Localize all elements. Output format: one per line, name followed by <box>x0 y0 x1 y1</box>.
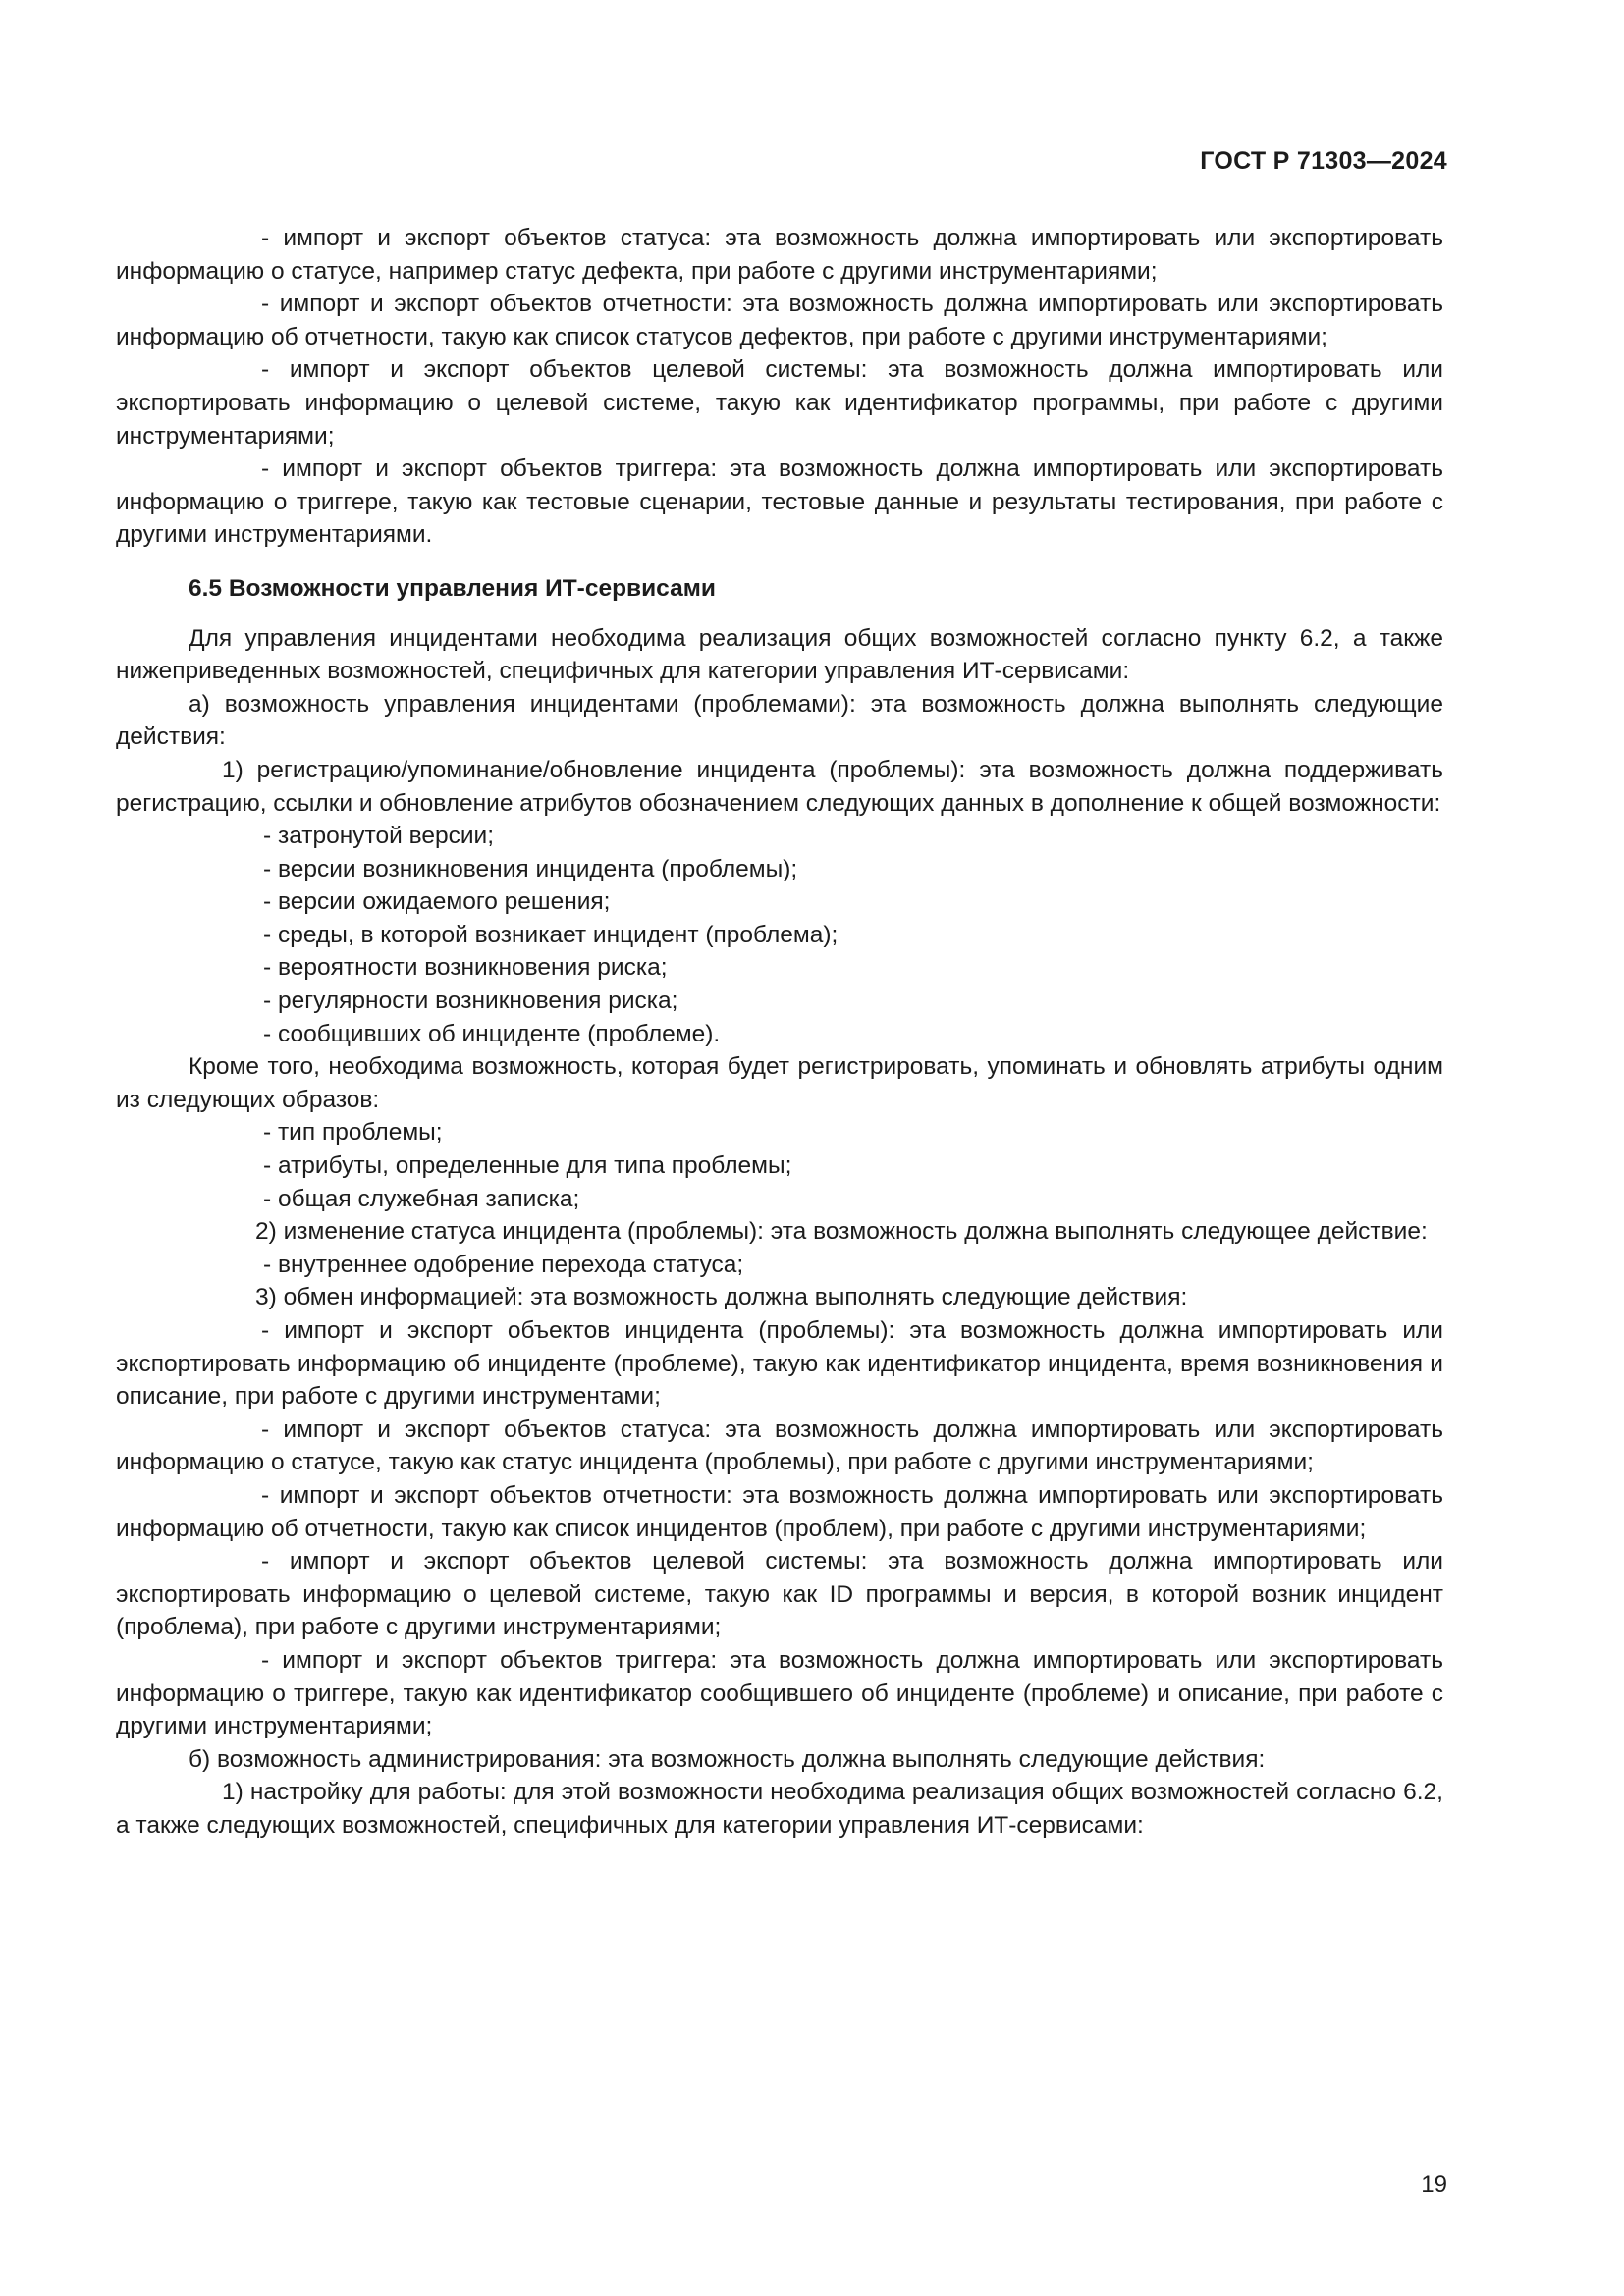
list-item: - версии ожидаемого решения; <box>263 888 611 916</box>
paragraph: - импорт и экспорт объектов отчетности: эта возможность должна импортировать или экспортировать информацию об отчетности, такую как список инцидентов (проблем), при работе с другими инструментариями; <box>116 1481 1443 1542</box>
list-item: - внутреннее одобрение перехода статуса; <box>263 1251 744 1278</box>
list-item: - затронутой версии; <box>263 823 495 850</box>
paragraph: - импорт и экспорт объектов триггера: эта возможность должна импортировать или экспортировать информацию о триггере, такую как тестовые сценарии, тестовые данные и результаты тестирования, при работе с другими инструментариями. <box>116 455 1443 549</box>
paragraph: - импорт и экспорт объектов статуса: эта возможность должна импортировать или экспортировать информацию о статусе, такую как статус инцидента (проблемы), при работе с другими инструментариями; <box>116 1415 1443 1476</box>
paragraph: - импорт и экспорт объектов целевой системы: эта возможность должна импортировать или экспортировать информацию о целевой системе, такую как идентификатор программы, при работе с другими инструментариями; <box>116 356 1443 450</box>
paragraph: - импорт и экспорт объектов инцидента (проблемы): эта возможность должна импортировать или экспортировать информацию об инциденте (проблеме), такую как идентификатор инцидента, время возникновения и описание, при работе с другими инструментами; <box>116 1317 1443 1411</box>
paragraph: а) возможность управления инцидентами (проблемами): эта возможность должна выполнять следующие действия: <box>116 690 1443 751</box>
paragraph: - импорт и экспорт объектов отчетности: эта возможность должна импортировать или экспортировать информацию об отчетности, такую как список статусов дефектов, при работе с другими инструментариями; <box>116 291 1443 350</box>
paragraph: 3) обмен информацией: эта возможность должна выполнять следующие действия: <box>255 1284 1188 1311</box>
paragraph: Для управления инцидентами необходима реализация общих возможностей согласно пункту 6.2, а также нижеприведенных возможностей, специфичных для категории управления ИТ-сервисами: <box>116 624 1443 685</box>
paragraph: - импорт и экспорт объектов целевой системы: эта возможность должна импортировать или экспортировать информацию о целевой системе, такую как ID программы и версия, в которой возник инцидент (проблема), при работе с другими инструментариями; <box>116 1548 1443 1641</box>
paragraph: б) возможность администрирования: эта возможность должна выполнять следующие действия: <box>189 1745 1266 1773</box>
document-header: ГОСТ Р 71303—2024 <box>1200 147 1447 175</box>
document-body <box>116 222 1443 1842</box>
paragraph: - импорт и экспорт объектов триггера: эта возможность должна импортировать или экспортировать информацию о триггере, такую как идентификатор сообщившего об инциденте (проблеме) и описание, при работе с другими инструментариями; <box>116 1646 1443 1740</box>
paragraph: 2) изменение статуса инцидента (проблемы): эта возможность должна выполнять следующее действие: <box>255 1218 1428 1246</box>
section-heading: 6.5 Возможности управления ИТ-сервисами <box>189 574 716 602</box>
list-item: - тип проблемы; <box>263 1119 443 1147</box>
list-item: - сообщивших об инциденте (проблеме). <box>263 1020 721 1047</box>
list-item: - вероятности возникновения риска; <box>263 954 668 982</box>
page-number: 19 <box>1421 2171 1447 2198</box>
paragraph: - импорт и экспорт объектов статуса: эта возможность должна импортировать или экспортировать информацию о статусе, например статус дефекта, при работе с другими инструментариями; <box>116 225 1443 285</box>
list-item: - атрибуты, определенные для типа проблемы; <box>263 1152 792 1180</box>
list-item: - среды, в которой возникает инцидент (проблема); <box>263 921 839 948</box>
list-item: - версии возникновения инцидента (проблемы); <box>263 855 798 882</box>
list-item: - регулярности возникновения риска; <box>263 988 678 1015</box>
paragraph: 1) регистрацию/упоминание/обновление инцидента (проблемы): эта возможность должна поддерживать регистрацию, ссылки и обновление атрибутов обозначением следующих данных в дополнение к общей возможности: <box>116 756 1443 817</box>
list-item: - общая служебная записка; <box>263 1185 580 1212</box>
paragraph: 1) настройку для работы: для этой возможности необходима реализация общих возможностей согласно 6.2, а также следующих возможностей, специфичных для категории управления ИТ-сервисами: <box>116 1779 1443 1839</box>
paragraph: Кроме того, необходима возможность, которая будет регистрировать, упоминать и обновлять атрибуты одним из следующих образов: <box>116 1053 1443 1113</box>
